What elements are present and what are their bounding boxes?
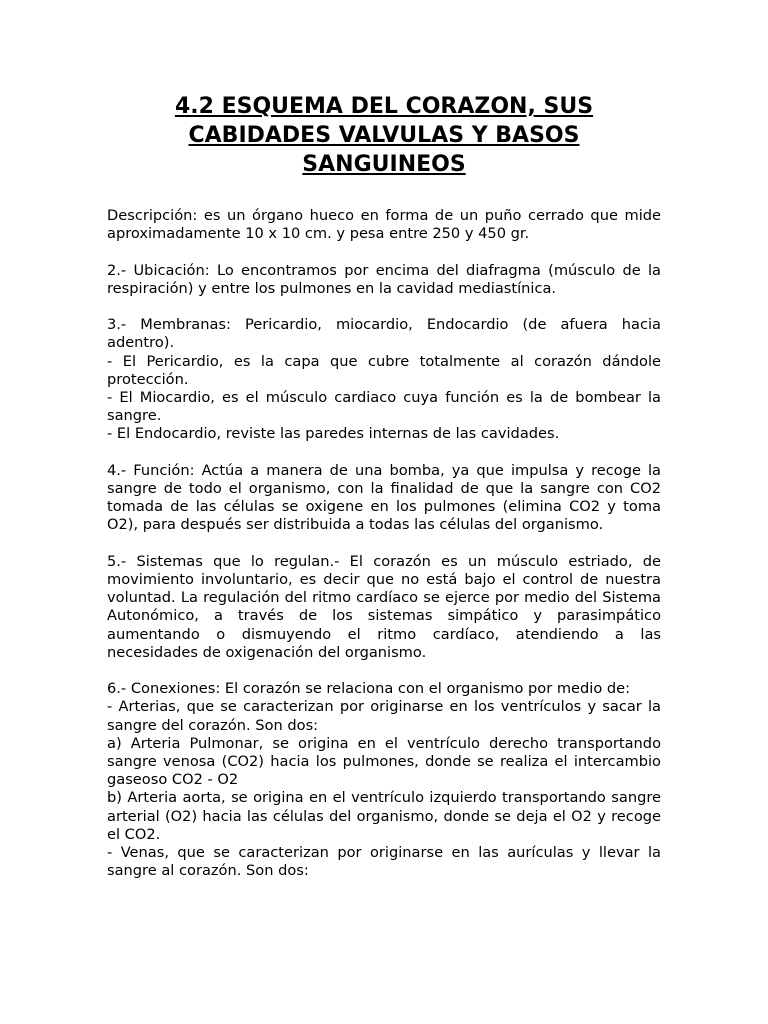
section-sistemas (107, 553, 661, 662)
paragraph-line: - Arterias, que se caracterizan por originarse en los ventrículos y sacar la sangre del corazón. Son dos: (107, 698, 661, 734)
section-ubicacion (107, 262, 661, 298)
paragraph-line: 4.- Función: Actúa a manera de una bomba, ya que impulsa y recoge la sangre de todo el organismo, con la finalidad de que la sangre con CO2 tomada de las células se oxigene en los pulmones (elimina CO2 y toma O2), para después ser distribuida a todas las células del organismo. (107, 461, 661, 534)
document-body (107, 207, 661, 899)
paragraph-line: - El Pericardio, es la capa que cubre totalmente al corazón dándole protección. (107, 352, 661, 388)
paragraph-line: - El Endocardio, reviste las paredes internas de las cavidades. (107, 425, 560, 443)
paragraph-line: a) Arteria Pulmonar, se origina en el ventrículo derecho transportando sangre venosa (CO2) hacia los pulmones, donde se realiza el intercambio gaseoso CO2 - O2 (107, 734, 661, 789)
paragraph-line: - El Miocardio, es el músculo cardiaco cuya función es la de bombear la sangre. (107, 389, 661, 425)
title-line: CABIDADES VALVULAS Y BASOS (188, 123, 580, 148)
section-conexiones (107, 680, 661, 880)
paragraph-line: Descripción: es un órgano hueco en forma de un puño cerrado que mide aproximadamente 10 x 10 cm. y pesa entre 250 y 450 gr. (107, 207, 661, 243)
paragraph-line: b) Arteria aorta, se origina en el ventrículo izquierdo transportando sangre arterial (O2) hacia las células del organismo, donde se deja el O2 y recoge el CO2. (107, 789, 661, 843)
paragraph-line: - Venas, que se caracterizan por originarse en las aurículas y llevar la sangre al corazón. Son dos: (107, 844, 661, 880)
paragraph-line: 2.- Ubicación: Lo encontramos por encima del diafragma (músculo de la respiración) y entre los pulmones en la cavidad mediastínica. (107, 261, 661, 297)
paragraph-line: 3.- Membranas: Pericardio, miocardio, Endocardio (de afuera hacia adentro). (107, 316, 661, 352)
section-funcion (107, 462, 661, 535)
title-line: 4.2 ESQUEMA DEL CORAZON, SUS (174, 94, 594, 119)
paragraph-line: 5.- Sistemas que lo regulan.- El corazón es un músculo estriado, de movimiento involuntario, es decir que no está bajo el control de nuestra voluntad. La regulación del ritmo cardíaco se ejerce por medio del Sistema Autonómico, a través de los sistemas simpático y parasimpático aumentando o dismuyendo el ritmo cardíaco, atendiendo a las necesidades de oxigenación del organismo. (107, 552, 661, 661)
paragraph-line: 6.- Conexiones: El corazón se relaciona con el organismo por medio de: (107, 680, 631, 698)
section-description (107, 207, 661, 243)
section-membranas (107, 316, 661, 443)
document-title (150, 92, 618, 179)
title-line: SANGUINEOS (302, 152, 466, 177)
